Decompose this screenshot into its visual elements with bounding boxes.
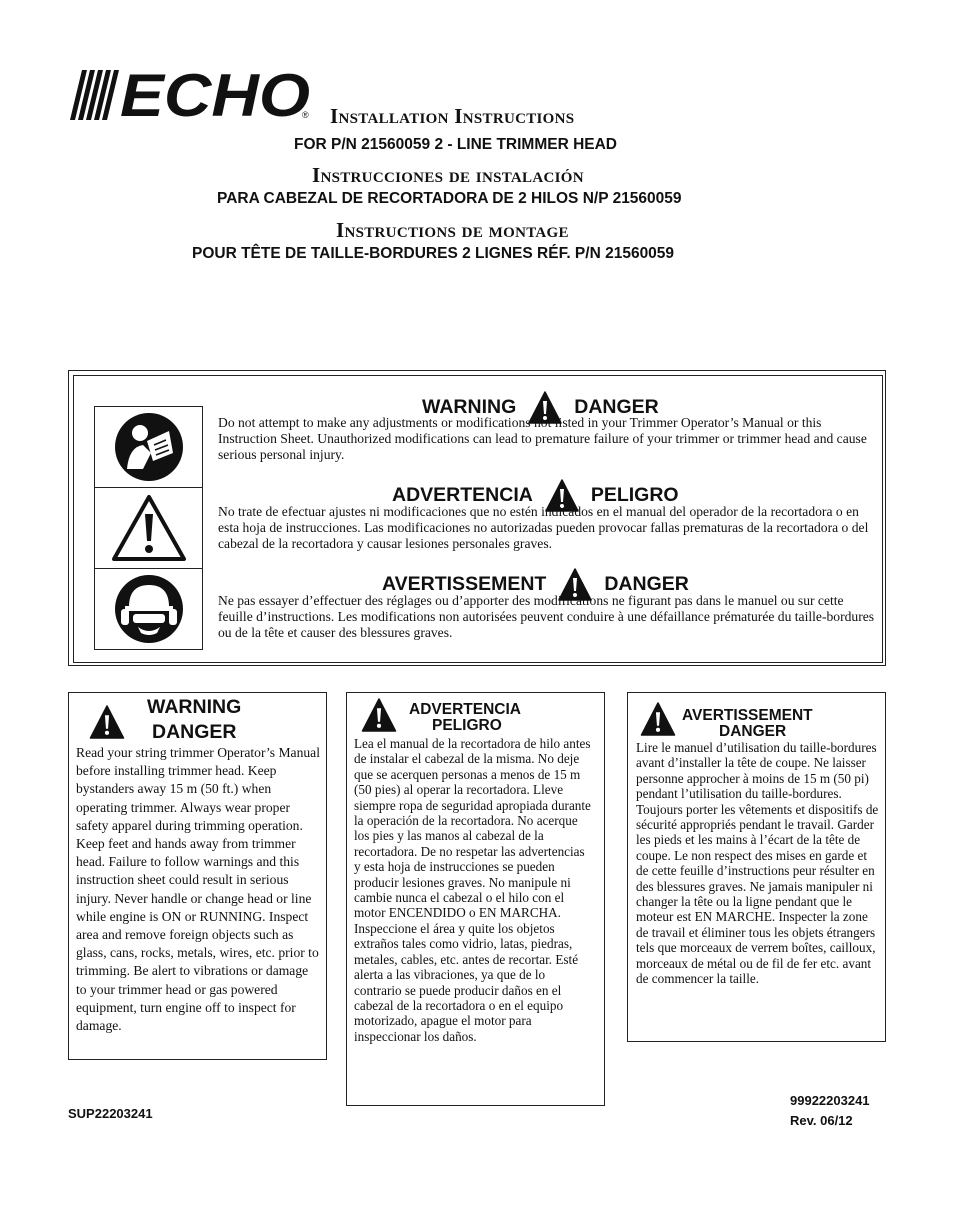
warning-triangle-icon	[361, 698, 397, 732]
box-en-title-danger: DANGER	[152, 721, 237, 743]
subtitle-es: PARA CABEZAL DE RECORTADORA DE 2 HILOS N/P 21560059	[217, 190, 682, 207]
warning-box-en	[68, 692, 327, 1060]
warning-triangle-icon	[95, 488, 202, 569]
main-warning-text-fr: Ne pas essayer d’effectuer des réglages ou d’apporter des modifications ne figurant pas dans le manuel ou sur cette feuille d’instructions. Les modifications non autorisées peuvent conduire à une défaillance prématurée du taille-bordures ou de la tête et causer des blessures graves.	[218, 593, 875, 640]
read-manual-icon	[95, 407, 202, 488]
main-warning-text-es: No trate de efectuar ajustes ni modificaciones que no estén indicados en el manual del operador de la recortadora o en esta hoja de instrucciones. Las modificaciones no autorizadas pueden provocar fallas prematuras de la recortadora o del cabezal de la recortadora y causar lesiones personales graves.	[218, 504, 869, 551]
footer-left-code: SUP22203241	[68, 1106, 153, 1121]
title-es: Instrucciones de instalación	[312, 163, 584, 187]
warning-triangle-icon	[89, 705, 125, 739]
title-en: Installation Instructions	[330, 104, 575, 128]
avertissement-label: AVERTISSEMENT	[382, 573, 547, 595]
warning-label: WARNING	[422, 396, 517, 418]
warning-box-fr	[627, 692, 886, 1042]
protective-gear-icon	[95, 569, 202, 649]
peligro-label: PELIGRO	[590, 484, 679, 506]
box-es-title-peligro: PELIGRO	[432, 717, 502, 734]
footer-right-code: 99922203241	[790, 1093, 870, 1108]
box-en-text: Read your string trimmer Operator’s Manual before installing trimmer head. Keep bystanders away 15 m (50 ft.) when operating trimmer. Always wear proper safety apparel during trimming operation. Keep feet and hands away from trimmer head. Failure to follow warnings and this instruction sheet could result in serious injury. Never handle or change head or line while engine is ON or RUNNING. Inspect area and remove foreign objects such as glass, cans, rocks, metals, wires, etc. prior to trimming. Be alert to vibrations or damage to your trimmer head or gas powered equipment, turn engine off to inspect for damage.	[76, 745, 320, 1034]
title-fr: Instructions de montage	[336, 218, 569, 242]
box-es-text: Lea el manual de la recortadora de hilo antes de instalar el cabezal de la misma. No deje que se acerquen personas a menos de 15 m (50 pies) al operar la recortadora. Lleve siempre ropa de seguridad apropiada durante la operación de la recortadora. No acerque los pies y las manos al cabezal de la recortadora. De no respetar las advertencias y esta hoja de instrucciones se pueden producir lesiones graves. No manipule ni cambie nunca el cabezal o el hilo con el motor ENCENDIDO o EN MARCHA. Inspeccione el área y quite los objetos extraños tales como vidrio, latas, piedras, metales, cables, etc. antes de recortar. Esté alerta a las vibraciones, ya que de lo contrario se puede producir daños en el cabezal de la recortadora o en el equipo motorizado, apague el motor para inspeccionar los daños.	[354, 736, 591, 1044]
danger-label: DANGER	[574, 396, 659, 418]
box-fr-title-danger: DANGER	[719, 723, 787, 740]
footer-revision: Rev. 06/12	[790, 1113, 853, 1128]
advertencia-label: ADVERTENCIA	[392, 484, 533, 506]
safety-icon-column	[94, 406, 203, 650]
brand-text: ECHO	[120, 70, 310, 120]
warning-box-es	[346, 692, 605, 1106]
main-warning-text-en: Do not attempt to make any adjustments or modifications not listed in your Trimmer Operator’s Manual or this Instruction Sheet. Unauthorized modifications can lead to premature failure of your trimmer or trimmer head and cause serious personal injury.	[218, 415, 867, 462]
warning-triangle-icon	[640, 702, 676, 736]
registered-mark: ®	[302, 110, 309, 120]
subtitle-en: FOR P/N 21560059 2 - LINE TRIMMER HEAD	[294, 136, 617, 153]
box-es-title-advertencia: ADVERTENCIA	[409, 701, 521, 718]
echo-logo	[68, 70, 316, 120]
danger-label: DANGER	[604, 573, 689, 595]
box-fr-title-avertissement: AVERTISSEMENT	[682, 707, 813, 724]
subtitle-fr: POUR TÊTE DE TAILLE-BORDURES 2 LIGNES RÉF. P/N 21560059	[192, 245, 675, 262]
box-en-title-warning: WARNING	[147, 696, 242, 718]
box-fr-text: Lire le manuel d’utilisation du taille-bordures avant d’installer la tête de coupe. Ne laisser personne approcher à moins de 15 m (50 pi) pendant l’utilisation du taille-bordures. Toujours porter les vêtements et dispositifs de sécurité appropriés pendant le travail. Garder les pieds et les mains à l’écart de la tête de coupe. Le non respect des mises en garde et de cette feuille d’instructions peur résulter en des blessures graves. Ne jamais manipuler ni changer la tête ou la ligne pendant que le moteur est EN MARCHE. Inspecter la zone de travail et éliminer tous les objets étrangers tels que morceaux de verrem boîtes, cailloux, morceaux de métal ou de fil de fer etc. avant de commencer la taille.	[636, 740, 879, 987]
